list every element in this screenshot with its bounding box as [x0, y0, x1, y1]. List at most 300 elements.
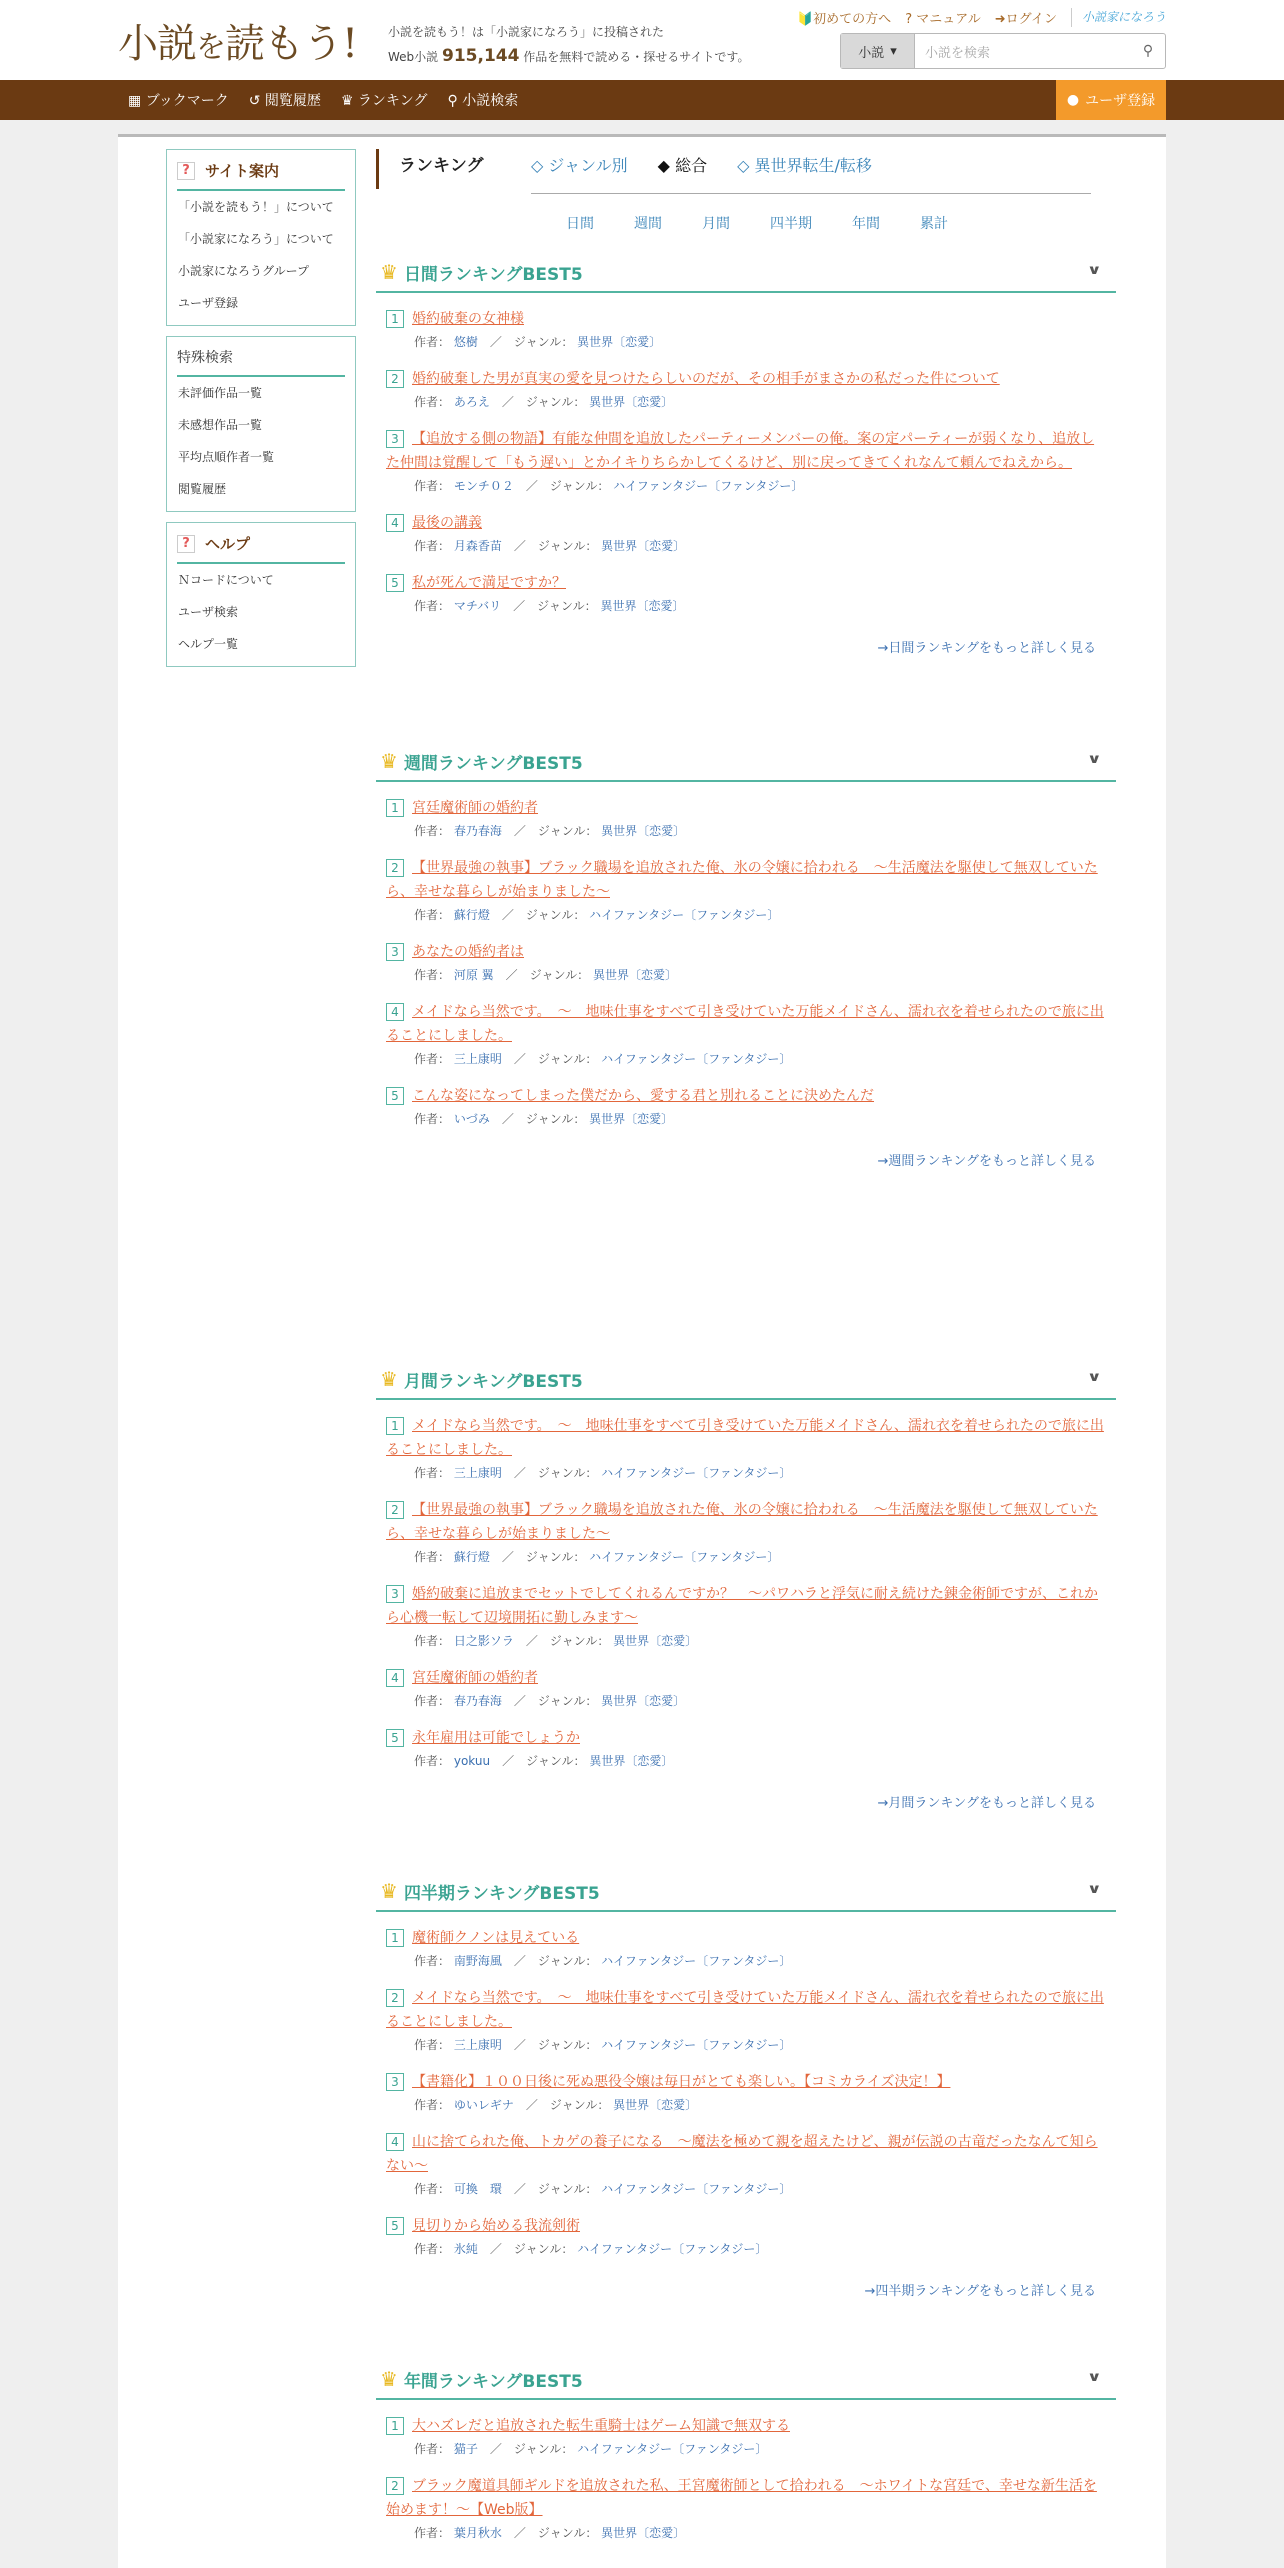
period-daily[interactable]: 日間 — [566, 216, 594, 232]
novel-title: こんな姿になってしまった僕だから、愛する君と別れることに決めたんだ — [412, 1088, 874, 1104]
rank-number: 4 — [386, 1003, 404, 1021]
section-header[interactable] — [376, 2360, 1116, 2400]
author-link[interactable]: 日之影ソラ — [453, 1634, 514, 1648]
genre-link[interactable]: ハイファンタジー〔ファンタジー〕 — [589, 1550, 780, 1564]
novel-title: 永年雇用は可能でしょうか — [412, 1730, 580, 1746]
author-label: 作者： — [414, 824, 451, 838]
tab-genre[interactable]: ◇ ジャンル別 — [531, 156, 628, 175]
genre-label: ジャンル： — [549, 479, 610, 493]
genre-label: ジャンル： — [537, 1466, 598, 1480]
novel-title: 私が死んで満足ですか？ — [412, 575, 566, 591]
novel-title: 見切りから始める我流剣術 — [412, 2218, 580, 2234]
author-link[interactable]: 河原 翼 — [453, 968, 494, 982]
ranking-entry — [376, 2414, 1116, 2460]
sidebar-item-group[interactable]: 小説家になろうグループ — [178, 264, 310, 278]
genre-link[interactable]: ハイファンタジー〔ファンタジー〕 — [589, 908, 780, 922]
rank-number: 2 — [386, 859, 404, 877]
author-label: 作者： — [414, 335, 451, 349]
ranking-entry — [376, 1666, 1116, 1712]
more-ranking-link[interactable]: →週間ランキングをもっと詳しく見る — [877, 1154, 1096, 1169]
ranking-tabs — [376, 149, 1116, 189]
section-header[interactable] — [376, 253, 1116, 293]
period-weekly[interactable]: 週間 — [634, 216, 662, 232]
help-box — [166, 522, 356, 667]
novel-title: 魔術師クノンは見えている — [412, 1930, 580, 1946]
site-guide-box — [166, 149, 356, 326]
rank-number: 1 — [386, 310, 404, 328]
genre-link[interactable]: 異世界〔恋愛〕 — [613, 1634, 698, 1648]
tagline-line-1: 小説を読もう！は「小説家になろう」に投稿された — [388, 25, 665, 39]
logo-text-2: を — [196, 30, 225, 65]
history-icon: ↺ — [248, 93, 261, 109]
novel-title-link[interactable] — [386, 796, 1106, 820]
novel-meta: 作者： いづみ ／ ジャンル： 異世界〔恋愛〕 — [414, 1112, 674, 1126]
author-label: 作者： — [414, 1754, 451, 1768]
ranking-section — [376, 253, 1116, 656]
book-icon: 🔰 — [796, 12, 814, 27]
crown-icon: ♛ — [380, 1367, 398, 1391]
genre-label: ジャンル： — [537, 539, 598, 553]
ranking-entry — [376, 940, 1116, 986]
rank-number: 2 — [386, 370, 404, 388]
question-icon: ? — [905, 12, 913, 27]
search-icon: ⚲ — [447, 93, 458, 109]
novel-meta: 作者： 南野海風 ／ ジャンル： ハイファンタジー〔ファンタジー〕 — [414, 1954, 792, 1968]
novel-title-link[interactable] — [386, 571, 1106, 595]
ranking-entry — [376, 427, 1116, 497]
genre-label: ジャンル： — [529, 968, 590, 982]
genre-link[interactable]: ハイファンタジー〔ファンタジー〕 — [601, 2038, 792, 2052]
novel-title-link[interactable] — [386, 427, 1106, 475]
author-label: 作者： — [414, 908, 451, 922]
novel-title: 最後の講義 — [412, 515, 482, 531]
genre-link[interactable]: 異世界〔恋愛〕 — [592, 968, 677, 982]
author-label: 作者： — [414, 539, 451, 553]
section-title: 日間ランキングBEST5 — [403, 264, 583, 285]
rank-number: 4 — [386, 514, 404, 532]
list-icon: ▦ — [128, 93, 142, 109]
genre-label: ジャンル： — [525, 1112, 586, 1126]
search-type-select[interactable] — [841, 34, 915, 68]
novel-meta: 作者： 三上康明 ／ ジャンル： ハイファンタジー〔ファンタジー〕 — [414, 2038, 792, 2052]
sidebar-item-register[interactable]: ユーザ登録 — [178, 296, 239, 310]
period-quarterly[interactable]: 四半期 — [770, 216, 812, 232]
novel-title: ブラック魔道具師ギルドを追放された私、王宮魔術師として拾われる ～ホワイトな宮廷で、幸せな新生活を始めます！～【Web版】 — [386, 2478, 1097, 2518]
sidebar-item-ncode[interactable]: Ｎコードについて — [178, 573, 274, 587]
ranking-entry — [376, 2130, 1116, 2200]
user-icon: ● — [1066, 92, 1080, 108]
page-content — [118, 134, 1166, 2568]
ranking-entry — [376, 307, 1116, 353]
genre-label: ジャンル： — [537, 599, 597, 613]
genre-label: ジャンル： — [537, 1694, 598, 1708]
novel-title: 山に捨てられた俺、トカゲの養子になる 〜魔法を極めて親を超えたけど、親が伝説の古竜だったなんて知らない〜 — [386, 2134, 1098, 2174]
tab-overall[interactable]: ◆ 総合 — [657, 156, 708, 175]
login-link[interactable] — [995, 8, 1057, 27]
crown-icon: ♛ — [380, 1879, 398, 1903]
ranking-entry — [376, 1926, 1116, 1972]
rank-number: 4 — [386, 1669, 404, 1687]
nav-bar — [0, 80, 1284, 120]
author-link[interactable]: 春乃春海 — [453, 824, 502, 838]
ranking-entry — [376, 2214, 1116, 2260]
search-input[interactable]: 小説を検索 — [925, 45, 991, 61]
chevron-down-icon[interactable]: ∨ — [1087, 752, 1103, 767]
sidebar-item-average-authors[interactable]: 平均点順作者一覧 — [178, 450, 275, 464]
special-search-title: 特殊検索 — [177, 347, 345, 377]
sidebar-item-history[interactable]: 閲覧履歴 — [178, 482, 227, 496]
crown-icon: ♛ — [380, 2367, 398, 2391]
chevron-down-icon[interactable]: ∨ — [1087, 1882, 1103, 1897]
genre-label: ジャンル： — [525, 395, 586, 409]
rank-number: 3 — [386, 2073, 404, 2091]
ranking-section — [376, 1360, 1116, 1811]
genre-label: ジャンル： — [525, 908, 586, 922]
novel-title-link[interactable] — [386, 307, 1106, 331]
section-title: 四半期ランキングBEST5 — [403, 1883, 600, 1904]
novel-title: 【書籍化】１００日後に死ぬ悪役令嬢は毎日がとても楽しい。【コミカライズ決定！】 — [412, 2074, 951, 2090]
novel-title: あなたの婚約者は — [412, 944, 524, 960]
nav-bookmark[interactable] — [128, 90, 229, 110]
genre-label: ジャンル： — [537, 824, 598, 838]
rank-number: 1 — [386, 799, 404, 817]
ranking-entry — [376, 856, 1116, 926]
author-link[interactable]: 三上康明 — [453, 2038, 502, 2052]
author-link[interactable]: 蘇行燈 — [453, 908, 490, 922]
period-yearly[interactable]: 年間 — [852, 216, 880, 232]
ranking-section — [376, 2360, 1116, 2544]
novel-meta: 作者： 春乃春海 ／ ジャンル： 異世界〔恋愛〕 — [414, 1694, 686, 1708]
question-icon: ? — [177, 535, 195, 553]
nav-ranking-label: ランキング — [357, 93, 428, 109]
novel-meta: 作者： 月森香苗 ／ ジャンル： 異世界〔恋愛〕 — [414, 539, 686, 553]
chevron-down-icon: ▾ — [890, 43, 897, 59]
novel-meta: 作者： あろえ ／ ジャンル： 異世界〔恋愛〕 — [414, 395, 674, 409]
rank-number: 3 — [386, 943, 404, 961]
beginner-link[interactable] — [797, 8, 891, 27]
novel-title-link[interactable] — [386, 1498, 1106, 1546]
section-header[interactable] — [376, 1360, 1116, 1400]
ranking-entry — [376, 2474, 1116, 2544]
author-link[interactable]: 悠樹 — [453, 335, 478, 349]
author-link[interactable]: いづみ — [453, 1112, 490, 1126]
author-link[interactable]: ゆいレギナ — [453, 2098, 514, 2112]
novel-title-link[interactable] — [386, 940, 1106, 964]
author-link[interactable]: 三上康明 — [453, 1466, 502, 1480]
genre-label: ジャンル： — [513, 335, 574, 349]
ranking-entry — [376, 2070, 1116, 2116]
novel-meta: 作者： 悠樹 ／ ジャンル： 異世界〔恋愛〕 — [414, 335, 662, 349]
rank-number: 5 — [386, 2217, 404, 2235]
genre-link[interactable]: ハイファンタジー〔ファンタジー〕 — [601, 1954, 792, 1968]
ranking-section — [376, 1872, 1116, 2299]
rank-number: 3 — [386, 1585, 404, 1603]
author-label: 作者： — [414, 2242, 451, 2256]
ranking-entry — [376, 1414, 1116, 1484]
genre-link[interactable]: 異世界〔恋愛〕 — [589, 1112, 674, 1126]
search-type-value: 小説 — [858, 45, 885, 61]
author-link[interactable]: あろえ — [453, 395, 490, 409]
author-label: 作者： — [414, 1112, 451, 1126]
manual-link[interactable] — [905, 8, 981, 27]
nav-search[interactable] — [448, 90, 519, 110]
ranking-heading: ランキング — [376, 149, 484, 189]
rank-number: 1 — [386, 1929, 404, 1947]
ranking-entry — [376, 1498, 1116, 1568]
tagline — [388, 20, 749, 69]
rank-number: 1 — [386, 2417, 404, 2435]
register-label: ユーザ登録 — [1085, 93, 1156, 109]
genre-link[interactable]: 異世界〔恋愛〕 — [589, 395, 674, 409]
rank-number: 2 — [386, 2477, 404, 2495]
novel-meta: 作者： 葉月秋水 ／ ジャンル： 異世界〔恋愛〕 — [414, 2526, 686, 2540]
genre-link[interactable]: ハイファンタジー〔ファンタジー〕 — [613, 479, 804, 493]
sidebar-item-user-search[interactable]: ユーザ検索 — [178, 605, 239, 619]
ranking-entry — [376, 1726, 1116, 1772]
crown-icon: ♛ — [380, 749, 398, 773]
novel-title: 【世界最強の執事】ブラック職場を追放された俺、氷の令嬢に拾われる ～生活魔法を駆使して無双していたら、幸せな暮らしが始まりました～ — [386, 1502, 1098, 1542]
site-guide-title — [177, 160, 345, 191]
novel-title-link[interactable] — [386, 2130, 1106, 2178]
novel-title: 婚約破棄した男が真実の愛を見つけたらしいのだが、その相手がまさかの私だった件について — [412, 371, 1000, 387]
author-link[interactable]: 春乃春海 — [453, 1694, 502, 1708]
novel-title: 宮廷魔術師の婚約者 — [412, 1670, 538, 1686]
more-ranking-link[interactable]: →月間ランキングをもっと詳しく見る — [877, 1796, 1096, 1811]
genre-link[interactable]: 異世界〔恋愛〕 — [613, 2098, 698, 2112]
nav-ranking[interactable] — [341, 90, 428, 110]
genre-label: ジャンル： — [537, 2182, 598, 2196]
novel-title-link[interactable] — [386, 1414, 1106, 1462]
login-icon: ➜ — [994, 12, 1006, 27]
ranking-entry — [376, 511, 1116, 557]
nav-history[interactable] — [249, 90, 321, 110]
novel-meta: 作者： 春乃春海 ／ ジャンル： 異世界〔恋愛〕 — [414, 824, 686, 838]
author-label: 作者： — [414, 1694, 451, 1708]
author-label: 作者： — [414, 968, 451, 982]
novel-meta: 作者： 三上康明 ／ ジャンル： ハイファンタジー〔ファンタジー〕 — [414, 1466, 792, 1480]
period-links — [566, 213, 948, 233]
site-logo[interactable] — [118, 12, 357, 69]
more-ranking-link[interactable]: →日間ランキングをもっと詳しく見る — [877, 641, 1096, 656]
period-total[interactable]: 累計 — [920, 216, 948, 232]
novel-title-link[interactable] — [386, 1666, 1106, 1690]
genre-label: ジャンル： — [537, 2526, 598, 2540]
genre-link[interactable]: 異世界〔恋愛〕 — [601, 2526, 686, 2540]
chevron-down-icon[interactable]: ∨ — [1087, 263, 1103, 278]
rank-number: 5 — [386, 1087, 404, 1105]
genre-label: ジャンル： — [513, 2442, 574, 2456]
genre-link[interactable]: ハイファンタジー〔ファンタジー〕 — [601, 2182, 792, 2196]
genre-label: ジャンル： — [526, 1754, 586, 1768]
rank-number: 3 — [386, 430, 404, 448]
genre-link[interactable]: 異世界〔恋愛〕 — [577, 335, 662, 349]
author-link[interactable]: 葉月秋水 — [453, 2526, 502, 2540]
chevron-down-icon[interactable]: ∨ — [1087, 2370, 1103, 2385]
sidebar-item-unrated[interactable]: 未評価作品一覧 — [178, 386, 263, 400]
novel-title-link[interactable] — [386, 1000, 1106, 1048]
ranking-entry — [376, 1582, 1116, 1652]
site-header — [0, 0, 1284, 80]
novel-meta: 作者： 蘇行燈 ／ ジャンル： ハイファンタジー〔ファンタジー〕 — [414, 908, 780, 922]
ranking-entry — [376, 1000, 1116, 1070]
rank-number: 2 — [386, 1989, 404, 2007]
author-link[interactable]: 月森香苗 — [453, 539, 502, 553]
genre-label: ジャンル： — [549, 1634, 610, 1648]
ranking-entry — [376, 1986, 1116, 2056]
ranking-entry — [376, 571, 1116, 617]
author-label: 作者： — [414, 1052, 451, 1066]
genre-link[interactable]: 異世界〔恋愛〕 — [600, 599, 685, 613]
novel-title: メイドなら当然です。 ～ 地味仕事をすべて引き受けていた万能メイドさん、濡れ衣を着せられたので旅に出ることにしました。 — [386, 1990, 1104, 2030]
sidebar-item-no-review[interactable]: 未感想作品一覧 — [178, 418, 263, 432]
genre-label: ジャンル： — [537, 1954, 598, 1968]
author-link[interactable]: 三上康明 — [453, 1052, 502, 1066]
beginner-label: 初めての方へ — [813, 12, 892, 27]
novel-title-link[interactable] — [386, 1582, 1106, 1630]
novel-meta: 作者： 日之影ソラ ／ ジャンル： 異世界〔恋愛〕 — [414, 1634, 698, 1648]
logo-text-1: 小説 — [118, 21, 196, 67]
genre-link[interactable]: ハイファンタジー〔ファンタジー〕 — [577, 2242, 768, 2256]
rank-number: 1 — [386, 1417, 404, 1435]
author-link[interactable]: 南野海風 — [453, 1954, 502, 1968]
sidebar-item-about-yomou[interactable]: 「小説を読もう！」について — [178, 200, 334, 214]
genre-label: ジャンル： — [549, 2098, 610, 2112]
chevron-down-icon[interactable]: ∨ — [1087, 1370, 1103, 1385]
author-link[interactable]: 猫子 — [453, 2442, 478, 2456]
author-link[interactable]: yokuu — [453, 1754, 491, 1768]
crown-icon: ♛ — [340, 93, 354, 109]
tab-divider — [531, 193, 1091, 194]
novel-meta: 作者： 氷純 ／ ジャンル： ハイファンタジー〔ファンタジー〕 — [414, 2242, 768, 2256]
genre-link[interactable]: ハイファンタジー〔ファンタジー〕 — [601, 1466, 792, 1480]
novel-title: メイドなら当然です。 ～ 地味仕事をすべて引き受けていた万能メイドさん、濡れ衣を着せられたので旅に出ることにしました。 — [386, 1418, 1104, 1458]
crown-icon: ♛ — [380, 260, 398, 284]
author-label: 作者： — [414, 1550, 451, 1564]
ranking-entry — [376, 796, 1116, 842]
genre-label: ジャンル： — [537, 1052, 598, 1066]
novel-meta: 作者： 三上康明 ／ ジャンル： ハイファンタジー〔ファンタジー〕 — [414, 1052, 792, 1066]
novel-title-link[interactable] — [386, 2414, 1106, 2438]
search-box — [840, 33, 1166, 69]
novel-title: メイドなら当然です。 ～ 地味仕事をすべて引き受けていた万能メイドさん、濡れ衣を着せられたので旅に出ることにしました。 — [386, 1004, 1104, 1044]
question-icon: ? — [177, 162, 195, 180]
author-label: 作者： — [414, 2526, 451, 2540]
novel-title: 大ハズレだと追放された転生重騎士はゲーム知識で無双する — [412, 2418, 790, 2434]
author-link[interactable]: 蘇行燈 — [453, 1550, 490, 1564]
genre-label: ジャンル： — [537, 2038, 598, 2052]
novel-title-link[interactable] — [386, 367, 1106, 391]
rank-number: 5 — [386, 1729, 404, 1747]
novel-title-link[interactable] — [386, 2070, 1106, 2094]
novel-title: 婚約破棄の女神様 — [412, 311, 524, 327]
author-label: 作者： — [414, 599, 451, 613]
help-title — [177, 533, 345, 564]
sidebar — [166, 149, 356, 677]
search-button[interactable] — [1131, 34, 1165, 68]
main-column — [376, 149, 1116, 2540]
top-links — [797, 8, 1166, 27]
nav-search-label: 小説検索 — [462, 93, 519, 109]
section-title: 月間ランキングBEST5 — [403, 1371, 583, 1392]
author-label: 作者： — [414, 1954, 451, 1968]
novel-meta: 作者： 可換 環 ／ ジャンル： ハイファンタジー〔ファンタジー〕 — [414, 2182, 792, 2196]
genre-link[interactable]: 異世界〔恋愛〕 — [601, 824, 686, 838]
site-guide-label: サイト案内 — [205, 162, 279, 180]
author-label: 作者： — [414, 395, 451, 409]
author-link[interactable]: 氷純 — [453, 2242, 478, 2256]
author-link[interactable]: 可換 環 — [453, 2182, 502, 2196]
author-label: 作者： — [414, 479, 451, 493]
novel-meta: 作者： モンチ０２ ／ ジャンル： ハイファンタジー〔ファンタジー〕 — [414, 479, 804, 493]
novel-meta: 作者： ゆいレギナ ／ ジャンル： 異世界〔恋愛〕 — [414, 2098, 698, 2112]
work-count: 915,144 — [442, 46, 520, 66]
novel-title: 【追放する側の物語】有能な仲間を追放したパーティーメンバーの俺。案の定パーティーが弱くなり、追放した仲間は覚醒して「もう遅い」とかイキりちらかしてくるけど、別に戻ってきてくれなんて頼んでねえから。 — [386, 431, 1095, 471]
novel-meta: 作者： yokuu ／ ジャンル： 異世界〔恋愛〕 — [414, 1754, 674, 1768]
novel-title-link[interactable] — [386, 2474, 1106, 2522]
author-link[interactable]: マチバリ — [453, 599, 502, 613]
novel-title-link[interactable] — [386, 511, 1106, 535]
search-icon: ⚲ — [1142, 43, 1154, 59]
period-monthly[interactable]: 月間 — [702, 216, 730, 232]
novel-meta: 作者： 蘇行燈 ／ ジャンル： ハイファンタジー〔ファンタジー〕 — [414, 1550, 780, 1564]
section-header[interactable] — [376, 1872, 1116, 1912]
logo-text-3: 読もう! — [225, 21, 358, 67]
register-button[interactable] — [1056, 80, 1166, 120]
section-title: 年間ランキングBEST5 — [403, 2371, 583, 2392]
author-label: 作者： — [414, 2038, 451, 2052]
naro-logo-link[interactable]: 小説家になろう — [1071, 8, 1166, 27]
manual-label: マニュアル — [916, 12, 981, 27]
novel-title: 【世界最強の執事】ブラック職場を追放された俺、氷の令嬢に拾われる ～生活魔法を駆使して無双していたら、幸せな暮らしが始まりました～ — [386, 860, 1098, 900]
genre-link[interactable]: 異世界〔恋愛〕 — [601, 1694, 686, 1708]
sidebar-item-about-naro[interactable]: 「小説家になろう」について — [178, 232, 334, 246]
ranking-entry — [376, 367, 1116, 413]
tagline-web: Web小説 — [388, 50, 439, 64]
rank-number: 2 — [386, 1501, 404, 1519]
nav-history-label: 閲覧履歴 — [264, 93, 321, 109]
sidebar-item-help-list[interactable]: ヘルプ一覧 — [178, 637, 239, 651]
special-search-box — [166, 336, 356, 512]
novel-title-link[interactable] — [386, 1084, 1106, 1108]
tagline-rest: 作品を無料で読める・探せるサイトです。 — [523, 50, 750, 64]
author-link[interactable]: モンチ０２ — [453, 479, 514, 493]
novel-title-link[interactable] — [386, 2214, 1106, 2238]
novel-title-link[interactable] — [386, 856, 1106, 904]
genre-link[interactable]: ハイファンタジー〔ファンタジー〕 — [601, 1052, 792, 1066]
novel-title-link[interactable] — [386, 1726, 1106, 1750]
author-label: 作者： — [414, 2442, 451, 2456]
author-label: 作者： — [414, 2182, 451, 2196]
more-ranking-link[interactable]: →四半期ランキングをもっと詳しく見る — [864, 2284, 1096, 2299]
rank-number: 4 — [386, 2133, 404, 2151]
novel-title: 宮廷魔術師の婚約者 — [412, 800, 538, 816]
author-label: 作者： — [414, 2098, 451, 2112]
novel-title: 婚約破棄に追放までセットでしてくれるんですか？ ～パワハラと浮気に耐え続けた錬金術師ですが、これから心機一転して辺境開拓に勤しみます～ — [386, 1586, 1098, 1626]
section-header[interactable] — [376, 742, 1116, 782]
novel-title-link[interactable] — [386, 1926, 1106, 1950]
novel-title-link[interactable] — [386, 1986, 1106, 2034]
genre-label: ジャンル： — [513, 2242, 574, 2256]
genre-link[interactable]: 異世界〔恋愛〕 — [601, 539, 686, 553]
genre-link[interactable]: ハイファンタジー〔ファンタジー〕 — [577, 2442, 768, 2456]
login-label: ログイン — [1005, 12, 1057, 27]
section-title: 週間ランキングBEST5 — [403, 753, 583, 774]
tab-isekai[interactable]: ◇ 異世界転生/転移 — [737, 156, 872, 175]
author-label: 作者： — [414, 1634, 451, 1648]
genre-link[interactable]: 異世界〔恋愛〕 — [589, 1754, 674, 1768]
ranking-section — [376, 742, 1116, 1169]
nav-bookmark-label: ブックマーク — [145, 93, 229, 109]
